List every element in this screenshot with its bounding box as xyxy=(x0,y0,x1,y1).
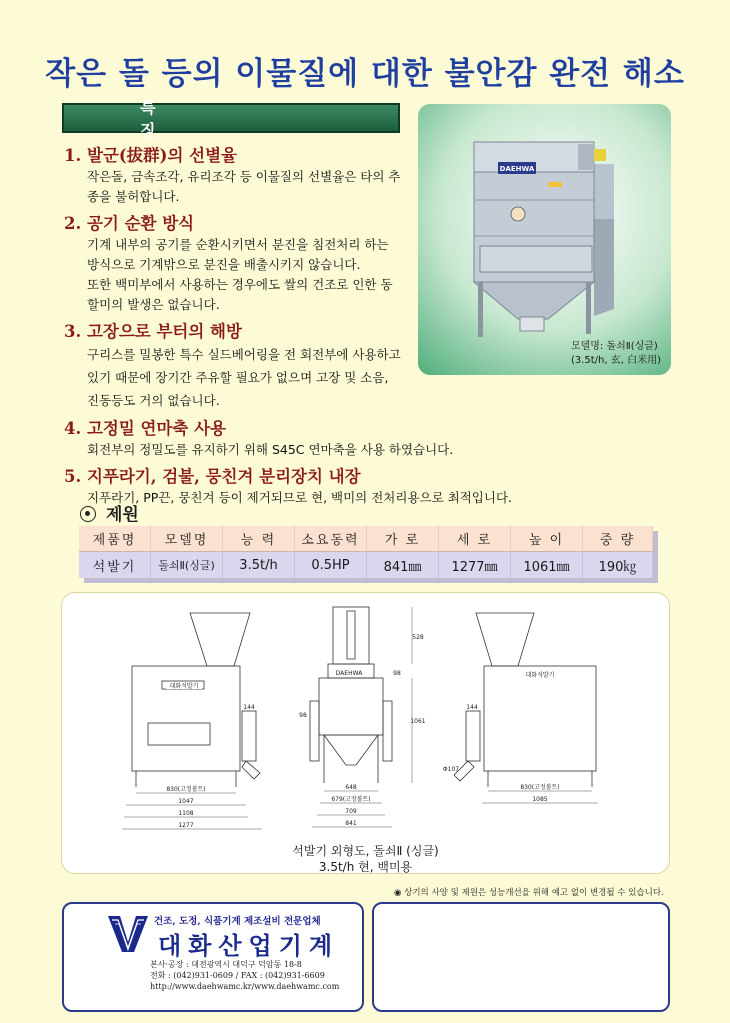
feature-title: 1. 발군(拔群)의 선별율 xyxy=(64,146,237,165)
spec-header-row xyxy=(79,526,653,552)
spec-notice: ◉ 상기의 사양 및 제원은 성능개선을 위해 예고 없이 변경될 수 있습니다. xyxy=(394,888,664,898)
spec-cell: 1277㎜ xyxy=(439,552,511,578)
company-info-box xyxy=(62,902,364,1012)
product-photo xyxy=(418,104,671,375)
feature-line: 기계 내부의 공기를 순환시키면서 분진을 침전처리 하는 xyxy=(87,237,389,252)
feature-title: 3. 고장으로 부터의 해방 xyxy=(64,322,242,341)
spec-header-cell: 가 로 xyxy=(367,526,439,552)
svg-text:98: 98 xyxy=(299,712,307,719)
spec-cell: 190㎏ xyxy=(583,552,653,578)
company-logo-icon xyxy=(106,912,150,956)
spec-cell: 0.5HP xyxy=(295,552,367,578)
company-contact xyxy=(150,959,339,992)
spec-header-cell: 제품명 xyxy=(79,526,151,552)
svg-text:1277: 1277 xyxy=(178,822,194,829)
feature-title: 2. 공기 순환 방식 xyxy=(64,214,195,233)
feature-line: 지푸라기, PP끈, 뭉친겨 등이 제거되므로 현, 백미의 전처리용으로 최적입니다. xyxy=(87,490,513,505)
svg-text:Φ107: Φ107 xyxy=(442,766,460,773)
svg-text:841: 841 xyxy=(345,820,357,827)
feature-title: 5. 지푸라기, 검불, 뭉친겨 분리장치 내장 xyxy=(64,467,361,486)
svg-text:1047: 1047 xyxy=(178,798,194,805)
drawing-caption xyxy=(61,843,670,875)
svg-text:144: 144 xyxy=(243,704,255,711)
feature-line: 작은돌, 금속조각, 유리조각 등 이물질의 선별율은 타의 추 xyxy=(87,169,401,184)
spec-header-cell: 중 량 xyxy=(583,526,653,552)
svg-text:648: 648 xyxy=(345,784,357,791)
drawing-caption-line: 석발기 외형도, 돌쇠Ⅱ (싱글) xyxy=(292,844,439,858)
company-tagline: 건조, 도정, 식품기계 제조설비 전문업체 xyxy=(154,916,321,927)
feature-desc xyxy=(64,440,524,460)
features-header: 특 징 xyxy=(62,103,400,133)
feature-line: 진동등도 거의 없습니다. xyxy=(87,393,220,408)
svg-text:DAEHWA: DAEHWA xyxy=(335,670,363,677)
capacity-caption: (3.5t/h, 玄, 白米用) xyxy=(570,355,661,366)
svg-text:679(고정볼트): 679(고정볼트) xyxy=(331,796,371,803)
feature-line: 방식으로 기계밖으로 분진을 배출시키지 않습니다. xyxy=(87,257,361,272)
drawing-caption-line: 3.5t/h 현, 백미용 xyxy=(318,860,413,874)
spec-header-cell: 높 이 xyxy=(511,526,583,552)
feature-desc xyxy=(64,167,409,207)
dealer-stamp-box xyxy=(372,902,670,1012)
svg-text:1061: 1061 xyxy=(410,718,426,725)
target-icon xyxy=(80,506,96,522)
svg-text:98: 98 xyxy=(393,670,401,677)
spec-header-cell: 능 력 xyxy=(223,526,295,552)
spec-data-row xyxy=(79,552,653,578)
svg-text:709: 709 xyxy=(345,808,357,815)
feature-desc xyxy=(64,235,409,315)
page-headline: 작은 돌 등의 이물질에 대한 불안감 완전 해소 xyxy=(45,56,685,92)
svg-text:1108: 1108 xyxy=(178,810,194,817)
spec-cell: 석발기 xyxy=(79,552,151,578)
feature-title: 4. 고정밀 연마축 사용 xyxy=(64,419,226,438)
photo-caption xyxy=(571,340,661,368)
feature-4 xyxy=(64,418,524,460)
spec-cell: 1061㎜ xyxy=(511,552,583,578)
company-phone: 전화 : (042)931-0609 / FAX : (042)931-6609 xyxy=(150,971,325,980)
feature-line: 회전부의 정밀도를 유지하기 위해 S45C 연마축을 사용 하였습니다. xyxy=(87,442,454,457)
svg-text:대화석발기: 대화석발기 xyxy=(525,672,555,679)
svg-text:1085: 1085 xyxy=(532,796,548,803)
svg-text:대화석발기: 대화석발기 xyxy=(169,683,199,690)
spec-header-cell: 모델명 xyxy=(151,526,223,552)
spec-title xyxy=(80,500,139,525)
svg-text:DAEHWA: DAEHWA xyxy=(499,165,535,173)
feature-line: 구리스를 밀봉한 특수 실드베어링을 전 회전부에 사용하고 xyxy=(87,347,401,362)
spec-cell: 3.5t/h xyxy=(223,552,295,578)
svg-text:830(고정볼트): 830(고정볼트) xyxy=(520,784,560,791)
spec-header-cell: 소요동력 xyxy=(295,526,367,552)
company-name: 대화산업기계 xyxy=(158,932,340,960)
model-caption: 모델명: 돌쇠Ⅱ(싱글) xyxy=(570,341,658,352)
machine-illustration xyxy=(418,104,671,375)
technical-drawing xyxy=(62,593,671,875)
svg-text:144: 144 xyxy=(466,704,478,711)
outline-drawing xyxy=(61,592,670,874)
feature-line: 있기 때문에 장기간 주유할 필요가 없으며 고장 및 소음, xyxy=(87,370,389,385)
feature-line: 할미의 발생은 없습니다. xyxy=(87,297,220,312)
spec-cell: 841㎜ xyxy=(367,552,439,578)
company-address: 본사·공장 : 대전광역시 대덕구 덕암동 18-8 xyxy=(150,960,302,969)
spec-table xyxy=(79,526,653,578)
feature-line: 또한 백미부에서 사용하는 경우에도 쌀의 건조로 인한 동 xyxy=(87,277,393,292)
company-website: http://www.daehwamc.kr/www.daehwamc.com xyxy=(150,982,340,991)
svg-text:830(고정볼트): 830(고정볼트) xyxy=(166,786,206,793)
spec-header-cell: 세 로 xyxy=(439,526,511,552)
feature-line: 종을 불허합니다. xyxy=(87,189,180,204)
svg-text:528: 528 xyxy=(412,634,424,641)
spec-cell: 돌쇠Ⅱ(싱글) xyxy=(151,552,223,578)
spec-title-text: 제원 xyxy=(106,505,139,525)
